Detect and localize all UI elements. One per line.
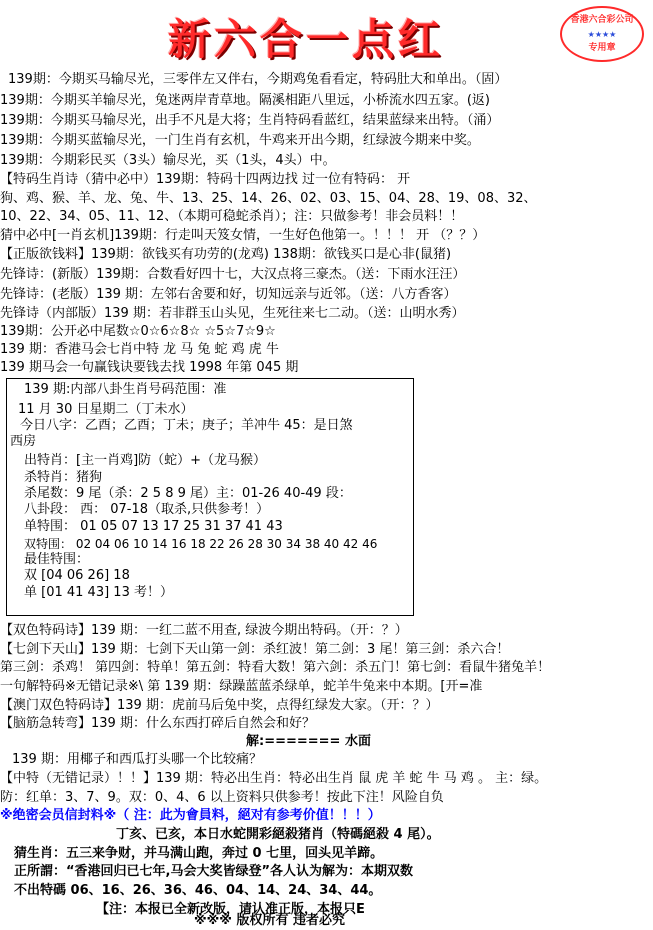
seal-bottom-text: 专用章 (588, 43, 616, 53)
text-line: 【澳门双色特码诗】139 期：虎前马后兔中奖，点得红绿发大家。（开：？） (0, 698, 439, 713)
official-seal (560, 6, 644, 62)
box-line: 杀特肖：猪狗 (24, 470, 103, 485)
box-line: 出特肖：[主一肖鸡]防（蛇）+（龙马猴） (24, 453, 267, 468)
text-line: 【正版欲钱料】139期：欲钱买有功劳的(龙鸡) 138期：欲钱买口是心非(鼠猪) (0, 247, 452, 262)
text-line: 先锋诗：(新版）139期：合数看好四十七，大汉点将三豪杰。（送：下雨水汪汪） (0, 267, 466, 282)
box-line: 双特围： 02 04 06 10 14 16 18 22 26 28 30 34 38 40 42 46 (24, 537, 378, 551)
riddle-answer: 解:======= 水面 (246, 734, 371, 749)
copyright-line: ※※※ 版权所有 违者必究 (194, 913, 345, 928)
text-line: 狗、鸡、猴、羊、龙、兔、牛、13、25、14、26、02、03、15、04、28、19、08、32、 (0, 191, 537, 206)
text-line: 不出特碼 06、16、26、36、46、04、14、24、34、44。 (14, 883, 382, 898)
box-line: 单特围： 01 05 07 13 17 25 31 37 41 43 (24, 519, 283, 534)
text-line: 139 期：用椰子和西瓜打头哪一个比较痛？ (12, 752, 262, 767)
text-line: 丁亥、已亥，本日水蛇開彩絕殺猪肖（特碼絕殺 4 尾）。 (116, 827, 440, 842)
box-line: 杀尾数：9 尾（杀：2 5 8 9 尾）主：01-26 40-49 段： (24, 486, 352, 501)
text-line: 139期：公开必中尾数☆0☆6☆8☆ ☆5☆7☆9☆ (0, 324, 276, 339)
text-line: 猜中必中[一肖玄机]139期：行走叫天笈女情，一生好色他第一。！！！ 开 （？？） (0, 228, 486, 243)
text-line: 【七剑下天山】139 期：七剑下天山第一剑：杀红波！第二剑：3 尾！第三剑：杀六合！ (0, 642, 510, 657)
box-line: 139 期:内部八卦生肖号码范围：准 (24, 382, 227, 397)
member-note: ※绝密会员信封料※（ 注：此为會員料，絕对有参考价值！！！） (0, 808, 381, 823)
text-line: 先锋诗：(老版）139 期：左邻右舍要和好，切知远亲与近邻。（送：八方香客） (0, 287, 457, 302)
box-line: 今日八字：乙酉；乙酉；丁未；庚子；羊冲牛 45：是日煞 (20, 418, 353, 433)
text-line: 一句解特码※无错记录※\ 第 139 期：绿躁蓝蓝杀绿单，蛇羊牛兔来中本期。[开=准 (0, 679, 483, 694)
box-line: 最佳特围： (24, 552, 90, 567)
box-line: 八卦段： 西： 07-18（取杀,只供参考！） (24, 502, 270, 517)
text-line: 139期：今期买马输尽光，三零伴左又伴右，今期鸡兔看看定，特码肚大和单出。（固） (8, 72, 508, 87)
text-line: 【双色特码诗】139 期：一红二蓝不用查, 绿波今期出特码。（开：？） (0, 623, 408, 638)
text-line: 【脑筋急转弯】139 期：什么东西打碎后自然会和好？ (0, 716, 315, 731)
seal-stars: ★★★★ (587, 30, 617, 39)
text-line: 【特码生肖诗（猜中必中）139期：特码十四两边找 过一位有特码： 开 (0, 172, 411, 187)
text-line: 139 期马会一句赢钱诀要钱去找 1998 年第 045 期 (0, 360, 299, 375)
box-line: 单 [01 41 43] 13 考！） (24, 585, 173, 600)
text-line: 10、22、34、05、11、12、（本期可稳蛇杀肖）；注：只做参考！非会员料！！ (0, 209, 464, 224)
text-line: 139 期：香港马会七肖中特 龙 马 兔 蛇 鸡 虎 牛 (0, 342, 279, 357)
seal-top-text: 香港六合彩公司 (570, 15, 634, 25)
text-line: 139期：今期彩民买（3头）输尽光，买（1头，4头）中。 (0, 153, 336, 168)
text-line: 第三剑：杀鸡！ 第四剑：特单！第五剑：特看大数！第六剑：杀五门！第七剑：看鼠牛猪兔羊！ (0, 660, 551, 675)
text-line: 139期：今期买羊输尽光，兔迷两岸青草地。隔溪相距八里远，小桥流水四五家。(返) (0, 93, 490, 108)
page-title: 新六合一点红 (168, 15, 445, 64)
text-line: 139期：今期买马输尽光，出手不凡是大将；生肖特码看蓝红，结果蓝绿来出特。（涌） (0, 113, 500, 128)
text-line: 【中特（无错记录）！！】139 期：特必出生肖：特必出生肖 鼠 虎 羊 蛇 牛 马 鸡 。 主：绿。 (0, 771, 548, 786)
text-line: 防：红单：3、7、9。双：0、4、6 以上资料只供参考！按此下注！风险自负 (0, 790, 444, 805)
text-line: 先锋诗（内部版）139 期：若非群玉山头见，生死往来七二动。（送：山明水秀） (0, 306, 465, 321)
text-line: 猜生肖：五三来争财，并马满山跑，奔过 0 七里，回头见羊蹄。 (14, 846, 384, 861)
text-line: 【注：本报已全新改版，请认准正版，本报只E (96, 902, 365, 917)
box-line: 西房 (10, 434, 37, 449)
text-line: 正所謂：“香港回归已七年,马会大奖皆绿登”各人认为解为：本期双数 (14, 864, 414, 879)
text-line: 139期：今期买蓝输尽光，一门生肖有玄机，牛鸡来开出今期，红绿波今期来中奖。 (0, 133, 480, 148)
box-line: 11 月 30 日星期二（丁未水） (18, 402, 194, 417)
box-line: 双 [04 06 26] 18 (24, 568, 130, 583)
